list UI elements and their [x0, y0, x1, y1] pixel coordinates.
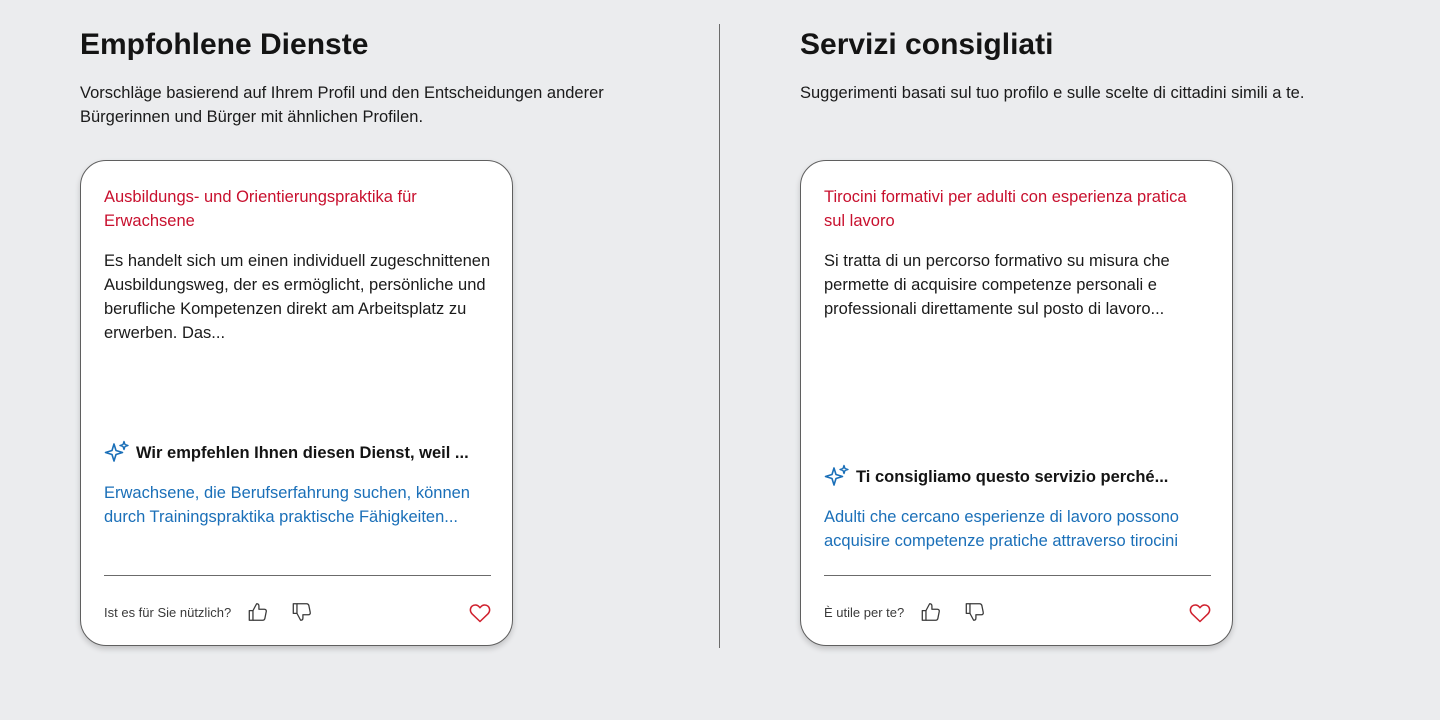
- heart-icon: [1188, 601, 1212, 625]
- page-title: Servizi consigliati: [800, 28, 1054, 61]
- sparkle-icon: [104, 440, 130, 466]
- service-card[interactable]: [80, 160, 513, 646]
- card-divider: [104, 575, 491, 576]
- service-description: Si tratta di un percorso formativo su misura che permette di acquisire competenze personali e professionali direttamente sul posto di lavoro...: [824, 252, 1170, 318]
- favorite-button[interactable]: [1187, 600, 1213, 626]
- feedback-label: È utile per te?: [824, 604, 905, 620]
- thumbs-down-icon: [291, 601, 313, 623]
- service-description: Es handelt sich um einen individuell zugeschnittenen Ausbildungsweg, der es ermöglicht, persönliche und berufliche Kompetenzen direkt am Arbeitsplatz zu erwerben. Das...: [104, 252, 491, 342]
- recommendation-reason-header: [104, 440, 469, 466]
- service-title[interactable]: Tirocini formativi per adulti con esperienza pratica sul lavoro: [824, 188, 1187, 230]
- recommendation-reason-header: [824, 464, 1168, 490]
- column-divider: [719, 24, 720, 648]
- feedback-bar: [824, 599, 988, 625]
- sparkle-icon: [824, 464, 850, 490]
- service-card[interactable]: [800, 160, 1233, 646]
- page-title: Empfohlene Dienste: [80, 28, 369, 61]
- favorite-button[interactable]: [467, 600, 493, 626]
- thumbs-up-icon: [247, 601, 269, 623]
- recommendation-reason-title: Ti consigliamo questo servizio perché...: [856, 468, 1169, 486]
- thumbs-up-button[interactable]: [245, 599, 271, 625]
- thumbs-up-icon: [920, 601, 942, 623]
- thumbs-up-button[interactable]: [918, 599, 944, 625]
- recommendation-reason-text[interactable]: Erwachsene, die Berufserfahrung suchen, können durch Trainingspraktika praktische Fähigkeiten...: [104, 484, 470, 526]
- card-divider: [824, 575, 1211, 576]
- page-subtitle: Suggerimenti basati sul tuo profilo e sulle scelte di cittadini simili a te.: [800, 84, 1305, 102]
- feedback-bar: [104, 599, 315, 625]
- page-subtitle: Vorschläge basierend auf Ihrem Profil und den Entscheidungen anderer Bürgerinnen und Bürger mit ähnlichen Profilen.: [80, 84, 604, 126]
- service-title[interactable]: Ausbildungs- und Orientierungspraktika für Erwachsene: [104, 188, 417, 230]
- recommendation-reason-title: Wir empfehlen Ihnen diesen Dienst, weil ...: [136, 444, 469, 462]
- recommendation-reason-text[interactable]: Adulti che cercano esperienze di lavoro possono acquisire competenze pratiche attraverso tirocini: [824, 508, 1179, 550]
- thumbs-down-button[interactable]: [962, 599, 988, 625]
- feedback-label: Ist es für Sie nützlich?: [104, 604, 232, 620]
- thumbs-down-button[interactable]: [289, 599, 315, 625]
- heart-icon: [468, 601, 492, 625]
- thumbs-down-icon: [964, 601, 986, 623]
